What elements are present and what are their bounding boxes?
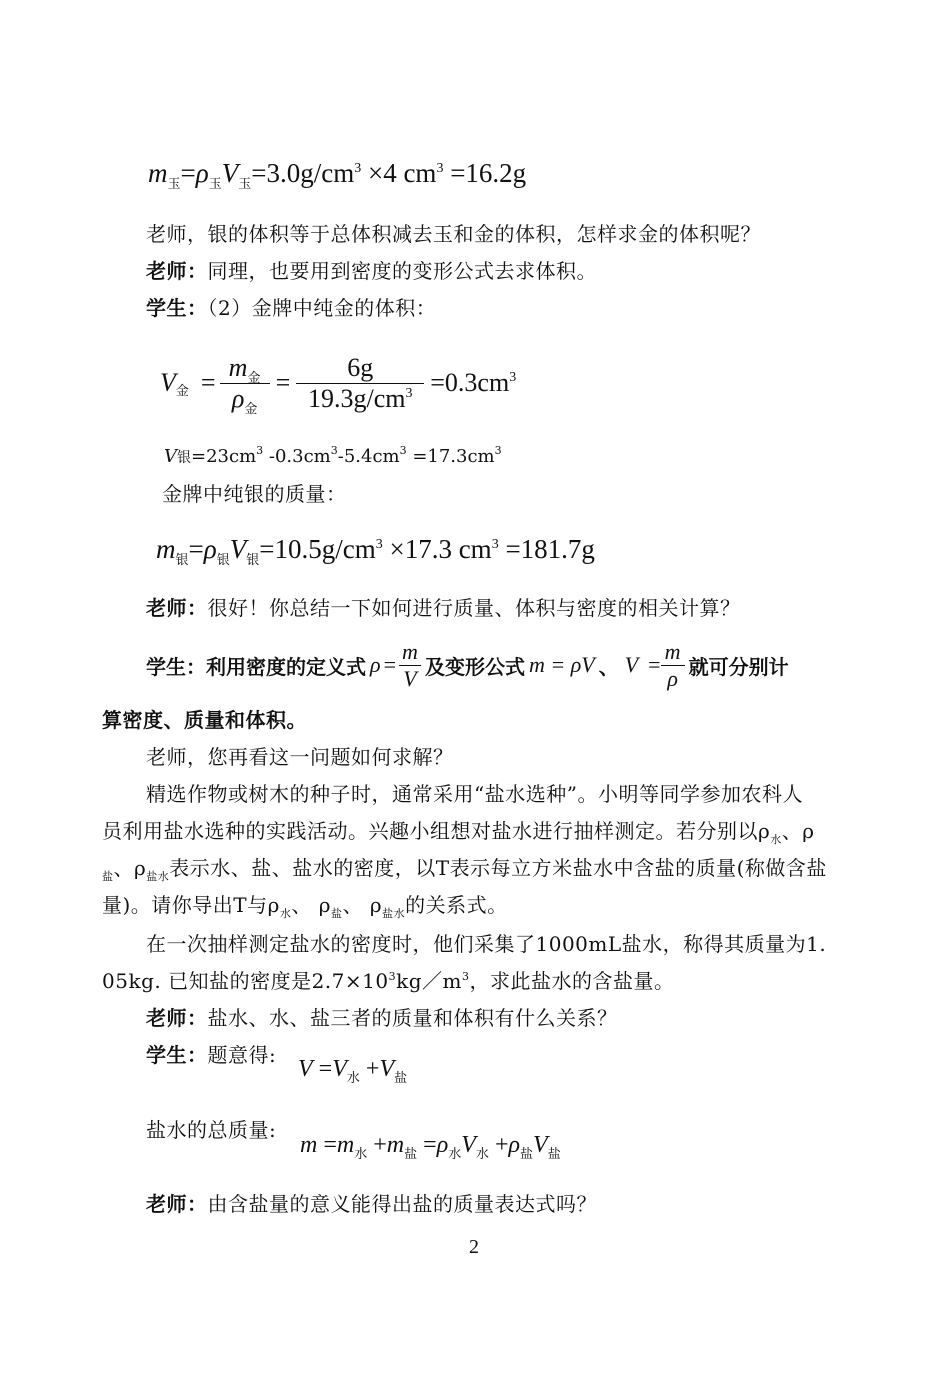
dialogue-text: 同理，也要用到密度的变形公式去求体积。 — [207, 259, 597, 283]
eq-exponent: 3 — [405, 385, 413, 401]
eq-symbol: = — [383, 652, 396, 677]
speaker-label: 老师： — [146, 259, 208, 283]
eq-symbol: = — [200, 368, 216, 397]
fraction — [296, 353, 424, 414]
eq-exponent: 3 — [330, 444, 338, 457]
dialogue-text: 题意得: — [207, 1043, 277, 1067]
equation-gold-volume — [160, 343, 516, 423]
eq-symbol: m — [148, 158, 168, 188]
eq-symbol: ρ — [667, 665, 678, 691]
eq-subscript: 盐 — [394, 1070, 408, 1085]
eq-subscript: 金 — [247, 369, 261, 385]
eq-subscript: 水 — [475, 1146, 489, 1161]
problem-text: ，求此盐水的含盐量。 — [469, 969, 675, 993]
problem-line — [102, 893, 508, 921]
eq-symbol: ρ — [195, 158, 209, 188]
eq-term: ×17.3 cm — [382, 534, 492, 564]
eq-symbol: V — [533, 1132, 548, 1158]
eq-subscript: 盐 — [547, 1146, 561, 1161]
eq-term: 19.3g/cm — [308, 383, 406, 413]
problem-line — [102, 969, 675, 997]
eq-symbol: m — [300, 1132, 318, 1158]
exponent: 3 — [462, 970, 470, 983]
eq-symbol: V — [379, 1056, 395, 1082]
eq-term: =3.0g/cm — [251, 158, 355, 188]
rho-subscript: 盐水 — [146, 870, 170, 883]
eq-subscript: 银 — [246, 552, 260, 567]
eq-exponent: 3 — [399, 444, 407, 457]
eq-symbol: ρ — [508, 1132, 521, 1158]
fraction — [220, 353, 270, 414]
eq-term: =17.3cm — [406, 446, 495, 467]
eq-subscript: 盐 — [520, 1146, 534, 1161]
problem-text: 05kg. 已知盐的密度是2.7×10 — [102, 969, 389, 993]
eq-exponent: 3 — [256, 444, 264, 457]
eq-subscript: 玉 — [167, 176, 181, 191]
eq-subscript: 金 — [244, 400, 258, 416]
rho-subscript: 水 — [279, 907, 292, 920]
eq-symbol: = — [188, 534, 204, 564]
speaker-label: 学生： — [146, 296, 208, 320]
eq-symbol: V — [624, 652, 639, 677]
eq-subscript: 银 — [216, 552, 230, 567]
exponent: 3 — [388, 970, 397, 983]
dialogue-line — [146, 296, 436, 320]
fraction — [661, 639, 685, 692]
eq-symbol: ρ — [436, 1132, 449, 1158]
eq-symbol: m — [336, 1132, 355, 1158]
dialogue-text: 盐水、水、盐三者的质量和体积有什么关系？ — [207, 1006, 618, 1030]
dialogue-line — [146, 596, 741, 620]
eq-exponent: 3 — [436, 161, 444, 176]
paragraph-line: 老师，您再看这一问题如何求解？ — [146, 745, 454, 769]
eq-symbol: V — [164, 446, 177, 467]
dialogue-text: 利用密度的定义式 — [206, 654, 366, 679]
eq-symbol: m — [386, 1132, 405, 1158]
paragraph-line: 盐水的总质量: — [146, 1118, 277, 1142]
rho-subscript: 盐水 — [382, 907, 406, 920]
speaker-label: 老师： — [146, 1192, 208, 1216]
rho-subscript: 水 — [770, 833, 782, 846]
eq-subscript: 水 — [448, 1146, 462, 1161]
eq-term: =10.5g/cm — [259, 534, 376, 564]
speaker-label: 老师： — [146, 1006, 208, 1030]
speaker-label: 老师： — [146, 596, 208, 620]
eq-symbol: = — [180, 158, 196, 188]
eq-symbol: + — [488, 1132, 509, 1158]
eq-term: =181.7g — [498, 534, 595, 564]
eq-subscript: 玉 — [238, 176, 252, 191]
problem-text: 的关系式。 — [405, 893, 508, 917]
eq-term: =0.3cm — [430, 368, 510, 397]
dialogue-text: 就可分别计 — [688, 654, 789, 679]
eq-symbol: ρ — [203, 534, 217, 564]
eq-symbol: V — [160, 368, 176, 397]
eq-subscript: 金 — [175, 382, 189, 398]
problem-text: kg／m — [396, 969, 462, 993]
eq-symbol: = — [417, 1132, 437, 1158]
eq-term: -5.4cm — [337, 446, 400, 467]
speaker-label: 学生： — [146, 654, 206, 679]
problem-text: 员利用盐水选种的实践活动。兴趣小组想对盐水进行抽样测定。若分别以ρ — [102, 819, 771, 843]
dialogue-text: 由含盐量的意义能得出盐的质量表达式吗？ — [207, 1192, 597, 1216]
problem-text: 、 ρ — [291, 893, 332, 917]
dialogue-line — [146, 1006, 618, 1030]
problem-line: 在一次抽样测定盐水的密度时，他们采集了1000mL盐水，称得其质量为1. — [146, 932, 827, 956]
eq-term: ×4 cm — [361, 158, 437, 188]
eq-term: -0.3cm — [263, 446, 331, 467]
equation-mass-sum — [300, 1132, 561, 1159]
eq-symbol: = — [648, 652, 661, 677]
problem-text: 、ρ — [781, 819, 815, 843]
eq-symbol: m — [402, 638, 418, 664]
equation-jade-mass — [148, 158, 526, 189]
page-number: 2 — [469, 1236, 479, 1258]
formula-mass: m = ρV — [528, 652, 595, 677]
eq-subscript: 银 — [177, 450, 191, 466]
dialogue-text: 很好！你总结一下如何进行质量、体积与密度的相关计算？ — [207, 596, 741, 620]
eq-exponent: 3 — [509, 370, 517, 385]
eq-symbol: m — [156, 534, 176, 564]
eq-symbol: V — [298, 1056, 313, 1082]
eq-symbol: V — [461, 1132, 476, 1158]
problem-line: $_盐$、$\rho_{盐水}$表示水、盐、盐水的密度，以T表示每立方米盐水中含盐的质量(称做含盐 — [102, 856, 827, 883]
eq-subscript: 盐 — [404, 1146, 418, 1161]
problem-text: 量)。请你导出T与ρ — [102, 893, 280, 917]
eq-exponent: 3 — [354, 161, 362, 176]
dialogue-line — [146, 259, 597, 283]
eq-symbol: m — [228, 352, 248, 382]
eq-subscript: 玉 — [208, 176, 222, 191]
eq-symbol: = — [312, 1056, 333, 1082]
eq-exponent: 3 — [494, 444, 502, 457]
dialogue-continuation: 算密度、质量和体积。 — [102, 708, 307, 732]
rho-subscript: 盐 — [102, 870, 114, 883]
eq-subscript: 水 — [354, 1146, 368, 1161]
problem-text: 、 ρ — [342, 893, 383, 917]
equation-silver-mass — [156, 534, 595, 565]
eq-exponent: 3 — [491, 537, 499, 552]
eq-term: 6g — [347, 352, 374, 382]
eq-subscript: 水 — [346, 1070, 360, 1085]
eq-symbol: ρ — [370, 652, 381, 677]
fraction — [399, 639, 421, 692]
dialogue-line — [146, 1192, 597, 1216]
eq-symbol: + — [367, 1132, 387, 1158]
eq-exponent: 3 — [375, 537, 383, 552]
dialogue-line — [146, 1043, 276, 1067]
eq-term: =16.2g — [443, 158, 527, 188]
rho-subscript: 盐 — [331, 907, 343, 920]
eq-symbol: V — [229, 534, 247, 564]
eq-term: =23cm — [191, 446, 257, 467]
equation-volume-sum — [298, 1056, 407, 1083]
dialogue-line-formulas — [146, 633, 789, 697]
eq-subscript: 银 — [175, 552, 189, 567]
problem-line: 精选作物或树木的种子时，通常采用“盐水选种”。小明等同学参加农科人 — [146, 782, 803, 806]
eq-symbol: V — [332, 1056, 347, 1082]
eq-symbol: = — [317, 1132, 337, 1158]
paragraph-line: 金牌中纯银的质量： — [162, 482, 347, 506]
separator: 、 — [598, 654, 619, 679]
problem-line — [102, 819, 815, 847]
paragraph-line: 老师，银的体积等于总体积减去玉和金的体积，怎样求金的体积呢？ — [146, 222, 761, 246]
dialogue-text: （2）金牌中纯金的体积： — [207, 296, 437, 320]
equation-silver-volume — [164, 446, 502, 467]
speaker-label: 学生： — [146, 1043, 208, 1067]
eq-symbol: V — [403, 665, 417, 691]
eq-symbol: ρ — [231, 383, 245, 413]
dialogue-text: 及变形公式 — [424, 654, 525, 679]
eq-symbol: = — [275, 368, 291, 397]
eq-symbol: V — [221, 158, 239, 188]
eq-symbol: + — [359, 1056, 380, 1082]
problem-text: 表示水、盐、盐水的密度，以T表示每立方米盐水中含盐的质量(称做含盐 — [169, 856, 827, 880]
eq-symbol: m — [664, 638, 681, 664]
